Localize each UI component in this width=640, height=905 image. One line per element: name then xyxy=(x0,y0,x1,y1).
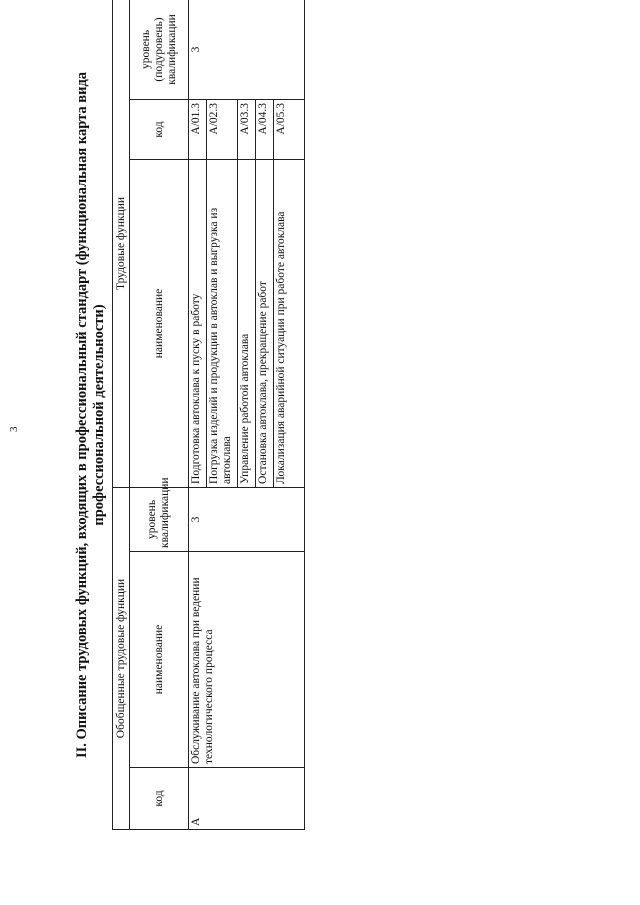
labor-function-name: Погрузка изделий и продукции в автоклав и выгрузка из автоклава xyxy=(207,159,238,487)
header-labor-code: код xyxy=(130,99,189,159)
labor-function-code: A/03.3 xyxy=(238,99,256,159)
labor-function-name: Остановка автоклава, прекращение работ xyxy=(256,159,274,487)
title-line-1: II. Описание трудовых функций, входящих в профессиональный стандарт (функциональная карта вида xyxy=(74,71,90,759)
section-title xyxy=(74,0,108,830)
labor-function-name: Управление работой автоклава xyxy=(238,159,256,487)
functional-map-table xyxy=(112,0,305,830)
landscape-sheet xyxy=(74,0,594,830)
header-general-name: наименование xyxy=(130,552,189,768)
labor-function-name: Локализация аварийной ситуации при работе автоклава xyxy=(274,159,305,487)
header-labor-name: наименование xyxy=(130,159,189,487)
header-labor-sublevel: уровень (подуровень) квалификации xyxy=(130,0,189,99)
page-number: 3 xyxy=(8,426,20,432)
labor-function-code: A/01.3 xyxy=(189,99,207,159)
general-function-name: Обслуживание автоклава при ведении технологического процесса xyxy=(189,552,305,768)
labor-function-code: A/04.3 xyxy=(256,99,274,159)
header-general-code: код xyxy=(130,768,189,830)
header-general-level: уровень квалификации xyxy=(130,487,189,551)
header-labor-functions: Трудовые функции xyxy=(113,0,130,487)
labor-function-code: A/02.3 xyxy=(207,99,238,159)
general-function-code: A xyxy=(189,768,305,830)
table-row xyxy=(189,0,207,830)
labor-function-sublevel: 3 xyxy=(189,0,305,99)
header-row-2 xyxy=(130,0,189,830)
labor-function-code: A/05.3 xyxy=(274,99,305,159)
general-function-level: 3 xyxy=(189,487,305,551)
title-line-2: профессиональной деятельности) xyxy=(91,304,107,526)
header-generalized-functions: Обобщенные трудовые функции xyxy=(113,487,130,829)
header-row-1 xyxy=(113,0,130,830)
labor-function-name: Подготовка автоклава к пуску в работу xyxy=(189,159,207,487)
